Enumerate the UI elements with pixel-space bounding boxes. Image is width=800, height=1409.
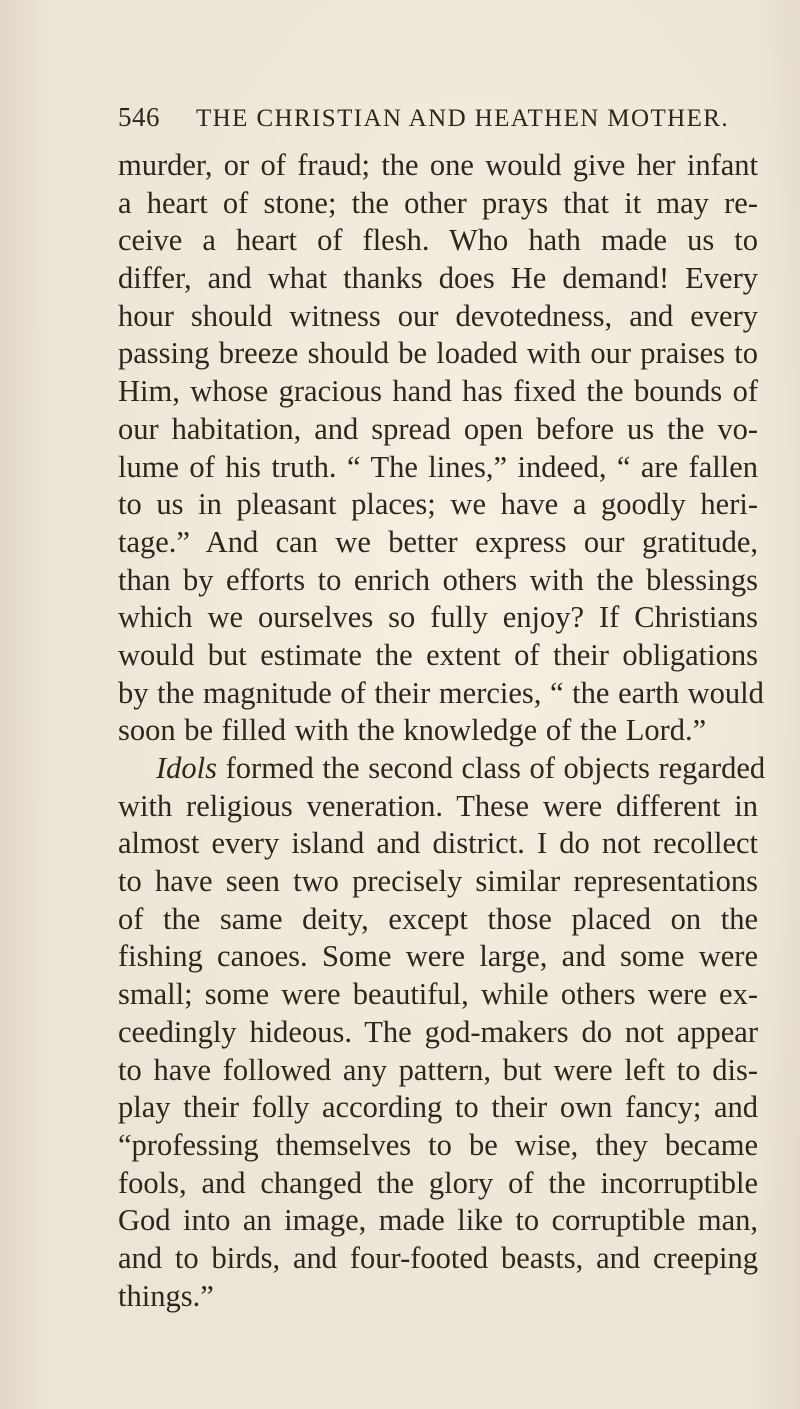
- paragraph-2: [118, 750, 766, 1315]
- text-line: would but estimate the extent of their obligations: [118, 637, 758, 672]
- text-line: to us in pleasant places; we have a goodly heri-: [118, 487, 758, 522]
- text-line: fishing canoes. Some were large, and some were: [118, 939, 758, 974]
- text-line: our habitation, and spread open before us the vo-: [118, 411, 758, 446]
- running-head: [118, 100, 758, 134]
- text-line: almost every island and district. I do not recollect: [118, 826, 758, 861]
- text-line: hour should witness our devotedness, and every: [118, 298, 758, 333]
- text-line: by the magnitude of their mercies, “ the earth would: [118, 675, 764, 710]
- text-line: differ, and what thanks does He demand! Every: [118, 261, 758, 296]
- text-line: and to birds, and four-footed beasts, and creeping: [118, 1240, 758, 1275]
- text-line: “professing themselves to be wise, they became: [118, 1127, 758, 1162]
- italic-term: Idols: [156, 751, 217, 785]
- text-line: murder, or of fraud; the one would give her infant: [118, 148, 758, 182]
- text-line: ceedingly hideous. The god-makers do not appear: [118, 1014, 758, 1049]
- text-line: tage.” And can we better express our gratitude,: [118, 524, 758, 559]
- text-line: soon be filled with the knowledge of the Lord.”: [118, 713, 707, 748]
- text-line: with religious veneration. These were different in: [118, 788, 758, 823]
- text-line: which we ourselves so fully enjoy? If Christians: [118, 600, 758, 635]
- text-line: [118, 750, 766, 788]
- text-line: than by efforts to enrich others with the blessings: [118, 562, 758, 597]
- text-line: ceive a heart of flesh. Who hath made us to: [118, 223, 758, 258]
- text-line: fools, and changed the glory of the incorruptible: [118, 1165, 758, 1200]
- text-line: Him, whose gracious hand has fixed the bounds of: [118, 374, 758, 409]
- running-title: THE CHRISTIAN AND HEATHEN MOTHER.: [196, 105, 729, 132]
- text-line: small; some were beautiful, while others were ex-: [118, 977, 758, 1012]
- text-line: passing breeze should be loaded with our praises to: [118, 336, 758, 371]
- text-line: God into an image, made like to corruptible man,: [118, 1203, 758, 1238]
- text-line: a heart of stone; the other prays that it may re-: [118, 185, 758, 220]
- paragraph-1: [118, 147, 764, 750]
- text-line: of the same deity, except those placed on the: [118, 901, 758, 936]
- page-number: 546: [118, 102, 160, 132]
- text-line: to have followed any pattern, but were left to dis-: [118, 1052, 758, 1087]
- text-line: play their folly according to their own fancy; and: [118, 1090, 758, 1125]
- text-line: lume of his truth. “ The lines,” indeed, “ are fallen: [118, 449, 758, 484]
- body-text: [118, 147, 766, 1315]
- text-line: to have seen two precisely similar representations: [118, 864, 758, 899]
- text-line-rest: formed the second class of objects regarded: [217, 751, 766, 785]
- text-line: things.”: [118, 1278, 214, 1313]
